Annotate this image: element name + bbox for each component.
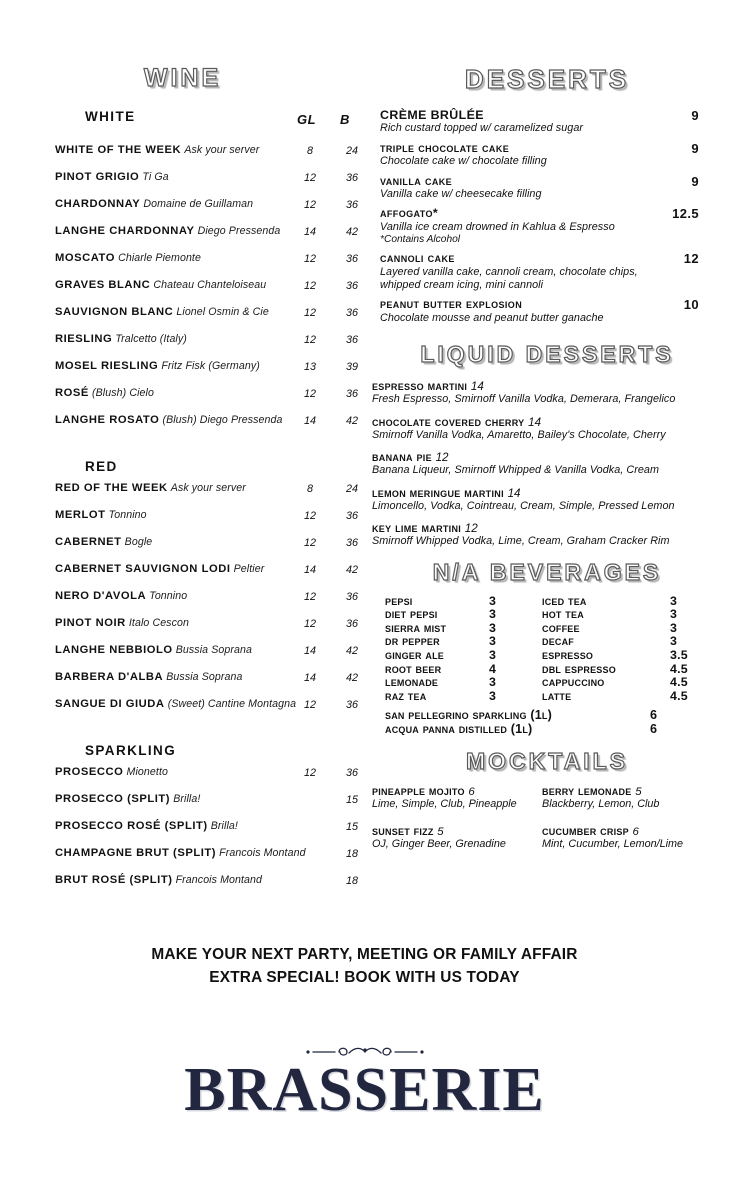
dessert-item bbox=[365, 251, 729, 292]
na-beverage-name: pepsi bbox=[385, 593, 413, 608]
wine-desc: Ask your server bbox=[170, 482, 246, 494]
na-beverages-left-column bbox=[385, 594, 525, 703]
wine-price-glass: 12 bbox=[303, 199, 316, 211]
na-beverage-price: 3 bbox=[489, 675, 497, 690]
wine-list-sparkling bbox=[0, 766, 365, 901]
wine-item bbox=[0, 387, 365, 414]
wine-name: MOSEL RIESLING bbox=[55, 360, 159, 372]
dessert-list bbox=[365, 108, 729, 325]
wine-price-glass: 13 bbox=[303, 361, 316, 373]
liquid-desserts-heading: LIQUID DESSERTS bbox=[420, 341, 674, 368]
wine-desc: Tralcetto (Italy) bbox=[115, 333, 187, 345]
wine-price-bottle: 42 bbox=[345, 645, 358, 657]
wine-price-bottle: 36 bbox=[345, 510, 358, 522]
wine-item bbox=[0, 766, 365, 793]
wine-price-glass: 12 bbox=[303, 388, 316, 400]
wine-price-bottle: 24 bbox=[345, 145, 358, 157]
na-beverage-price: 3 bbox=[489, 620, 497, 635]
wine-price-glass: 12 bbox=[303, 253, 316, 265]
na-beverage-name: coffee bbox=[542, 620, 580, 635]
liquid-dessert-item bbox=[365, 450, 729, 477]
na-beverage-item bbox=[542, 634, 702, 648]
wine-item bbox=[0, 671, 365, 698]
wine-item bbox=[0, 820, 365, 847]
mocktail-name: pineapple mojito 6 bbox=[372, 784, 475, 799]
wine-price-bottle: 36 bbox=[345, 618, 358, 630]
wine-price-glass: 14 bbox=[303, 415, 316, 427]
wine-price-bottle: 36 bbox=[345, 591, 358, 603]
liquid-dessert-name: lemon meringue martini 14 bbox=[372, 485, 521, 500]
na-beverage-price: 3 bbox=[489, 607, 497, 622]
na-beverage-item bbox=[542, 675, 702, 689]
wine-name: BARBERA D'ALBA bbox=[55, 671, 164, 683]
wine-price-bottle: 42 bbox=[345, 415, 358, 427]
dessert-price: 12.5 bbox=[672, 206, 699, 222]
wine-item bbox=[0, 793, 365, 820]
wine-desc: (Blush) Cielo bbox=[92, 387, 154, 399]
desserts-section-heading: DESSERTS bbox=[464, 64, 630, 94]
wine-price-bottle: 15 bbox=[345, 794, 358, 806]
dessert-name: peanut butter explosion bbox=[380, 297, 523, 312]
wine-price-glass: 12 bbox=[303, 591, 316, 603]
na-beverage-price: 3 bbox=[489, 648, 497, 663]
liquid-dessert-item bbox=[365, 379, 729, 406]
liquid-dessert-item bbox=[365, 521, 729, 548]
wine-price-bottle: 36 bbox=[345, 537, 358, 549]
na-beverage-name: raz tea bbox=[385, 688, 427, 703]
wine-name: NERO D'AVOLA bbox=[55, 590, 147, 602]
wine-list-white bbox=[0, 144, 365, 441]
liquid-dessert-desc: Fresh Espresso, Smirnoff Vanilla Vodka, Demerara, Frangelico bbox=[372, 393, 676, 406]
dessert-desc: Vanilla cake w/ cheesecake filling bbox=[380, 187, 542, 200]
na-beverage-name: lemonade bbox=[385, 675, 439, 690]
na-beverage-price: 3.5 bbox=[670, 648, 688, 663]
wine-desc: Ti Ga bbox=[142, 171, 169, 183]
na-beverage-name: acqua panna distilled (1l) bbox=[385, 722, 533, 737]
dessert-desc: Rich custard topped w/ caramelized sugar bbox=[380, 122, 584, 135]
mocktail-name: sunset fizz 5 bbox=[372, 823, 444, 838]
wine-desc: Francois Montand bbox=[175, 874, 263, 886]
wine-desc: (Sweet) Cantine Montagna bbox=[167, 698, 297, 710]
wine-name: PROSECCO (SPLIT) bbox=[55, 793, 171, 805]
wine-price-glass: 14 bbox=[303, 564, 316, 576]
na-beverage-name: latte bbox=[542, 688, 572, 703]
wine-name: CHAMPAGNE BRUT (SPLIT) bbox=[55, 847, 217, 859]
mocktail-item bbox=[542, 784, 712, 811]
wine-item bbox=[0, 171, 365, 198]
na-beverage-item bbox=[385, 607, 525, 621]
dessert-name: affogato* bbox=[380, 206, 439, 221]
wine-desc: Brilla! bbox=[210, 820, 238, 832]
wine-glass-header: GL bbox=[297, 112, 317, 127]
na-beverage-item bbox=[385, 621, 525, 635]
dessert-item bbox=[365, 297, 729, 325]
dessert-desc: Chocolate cake w/ chocolate filling bbox=[380, 155, 547, 168]
mocktail-price: 5 bbox=[437, 825, 444, 838]
dessert-desc: Vanilla ice cream drowned in Kahlua & Espresso bbox=[380, 220, 615, 233]
wine-name: RED OF THE WEEK bbox=[55, 482, 168, 494]
na-beverage-price: 3 bbox=[489, 593, 497, 608]
liquid-dessert-name: chocolate covered cherry 14 bbox=[372, 414, 542, 429]
wine-item bbox=[0, 698, 365, 725]
wine-price-glass: 12 bbox=[303, 334, 316, 346]
wine-list-red bbox=[0, 482, 365, 725]
na-beverage-item bbox=[542, 662, 702, 676]
wine-desc: Bogle bbox=[124, 536, 153, 548]
wine-price-glass: 12 bbox=[303, 618, 316, 630]
wine-item bbox=[0, 617, 365, 644]
wine-price-bottle: 36 bbox=[345, 767, 358, 779]
dessert-desc: Chocolate mousse and peanut butter ganache bbox=[380, 311, 604, 324]
wine-price-glass: 12 bbox=[303, 307, 316, 319]
wine-name: LANGHE CHARDONNAY bbox=[55, 225, 195, 237]
liquid-dessert-price: 14 bbox=[528, 415, 542, 429]
na-beverage-price: 3 bbox=[489, 688, 497, 703]
dessert-name: vanilla cake bbox=[380, 173, 453, 188]
na-beverage-item bbox=[542, 689, 702, 703]
wine-desc: (Blush) Diego Pressenda bbox=[162, 414, 283, 426]
mocktail-price: 5 bbox=[635, 786, 642, 799]
wine-price-glass: 12 bbox=[303, 767, 316, 779]
dessert-price: 9 bbox=[691, 108, 699, 123]
wine-name: CABERNET SAUVIGNON LODI bbox=[55, 563, 231, 575]
na-beverage-item bbox=[385, 689, 525, 703]
wine-item bbox=[0, 279, 365, 306]
wine-item bbox=[0, 874, 365, 901]
na-beverages-right-column bbox=[542, 594, 702, 703]
dessert-price: 10 bbox=[683, 297, 699, 313]
na-beverage-name: espresso bbox=[542, 648, 594, 663]
mocktail-name: berry lemonade 5 bbox=[542, 784, 642, 799]
liquid-dessert-desc: Limoncello, Vodka, Cointreau, Cream, Simple, Pressed Lemon bbox=[372, 499, 675, 512]
wine-subsection-sparkling: SPARKLING bbox=[85, 743, 177, 758]
desserts-column bbox=[365, 0, 729, 863]
liquid-dessert-price: 12 bbox=[464, 522, 478, 536]
wine-price-bottle: 39 bbox=[345, 361, 358, 373]
na-beverage-price: 3 bbox=[670, 620, 678, 635]
na-beverage-name: iced tea bbox=[542, 593, 587, 608]
na-beverage-item-wide bbox=[385, 708, 729, 722]
wine-item bbox=[0, 333, 365, 360]
wine-item bbox=[0, 563, 365, 590]
wine-price-bottle: 15 bbox=[345, 821, 358, 833]
na-beverage-price: 3 bbox=[670, 593, 678, 608]
na-beverage-price: 4.5 bbox=[670, 688, 688, 703]
wine-desc: Brilla! bbox=[173, 793, 201, 805]
wine-name: CABERNET bbox=[55, 536, 122, 548]
na-beverage-price: 6 bbox=[650, 722, 658, 737]
wine-item bbox=[0, 644, 365, 671]
wine-price-bottle: 36 bbox=[345, 388, 358, 400]
na-beverage-item bbox=[385, 662, 525, 676]
wine-price-bottle: 18 bbox=[345, 848, 358, 860]
liquid-dessert-item bbox=[365, 415, 729, 442]
wine-desc: Ask your server bbox=[184, 144, 260, 156]
wine-item bbox=[0, 198, 365, 225]
na-beverage-price: 3 bbox=[489, 634, 497, 649]
dessert-note: *Contains Alcohol bbox=[380, 234, 461, 245]
liquid-dessert-name: key lime martini 12 bbox=[372, 521, 478, 536]
na-beverages-heading: N/A BEVERAGES bbox=[432, 558, 662, 585]
wine-price-bottle: 42 bbox=[345, 226, 358, 238]
wine-name: PROSECCO ROSÉ (SPLIT) bbox=[55, 820, 208, 832]
na-beverage-name: hot tea bbox=[542, 607, 584, 622]
liquid-dessert-list bbox=[365, 379, 729, 548]
wine-desc: Francois Montand bbox=[219, 847, 306, 859]
mocktail-item bbox=[372, 824, 542, 851]
dessert-item bbox=[365, 174, 729, 202]
na-beverage-name: dr pepper bbox=[385, 634, 440, 649]
wine-price-bottle: 36 bbox=[345, 280, 358, 292]
dessert-item bbox=[365, 108, 729, 136]
footer-message-line2: EXTRA SPECIAL! BOOK WITH US TODAY bbox=[209, 969, 520, 987]
wine-price-glass: 12 bbox=[303, 537, 316, 549]
na-beverage-item bbox=[385, 648, 525, 662]
wine-price-bottle: 36 bbox=[345, 199, 358, 211]
wine-name: MERLOT bbox=[55, 509, 106, 521]
wine-item bbox=[0, 509, 365, 536]
na-beverage-item bbox=[542, 607, 702, 621]
na-beverage-name: sierra mist bbox=[385, 620, 447, 635]
wine-name: PINOT NOIR bbox=[55, 617, 126, 629]
na-beverage-name: decaf bbox=[542, 634, 574, 649]
wine-name: LANGHE ROSATO bbox=[55, 414, 160, 426]
mocktail-desc: Blackberry, Lemon, Club bbox=[542, 798, 660, 811]
na-beverage-price: 3 bbox=[670, 607, 678, 622]
wine-item bbox=[0, 306, 365, 333]
na-beverage-item bbox=[542, 621, 702, 635]
na-beverage-item bbox=[542, 594, 702, 608]
wine-desc: Peltier bbox=[233, 563, 265, 575]
liquid-dessert-price: 14 bbox=[470, 380, 484, 394]
brasserie-logo bbox=[0, 1012, 729, 1124]
wine-item bbox=[0, 847, 365, 874]
wine-name: PINOT GRIGIO bbox=[55, 171, 140, 183]
na-beverage-item-wide bbox=[385, 722, 729, 736]
wine-name: GRAVES BLANC bbox=[55, 279, 151, 291]
wine-desc: Chateau Chanteloiseau bbox=[153, 279, 267, 291]
wine-item bbox=[0, 536, 365, 563]
na-beverage-name: root beer bbox=[385, 661, 442, 676]
na-beverage-name: ginger ale bbox=[385, 648, 445, 663]
wine-price-glass: 8 bbox=[306, 483, 313, 495]
mocktail-item bbox=[542, 824, 712, 851]
na-beverage-price: 6 bbox=[650, 708, 658, 723]
dessert-price: 12 bbox=[683, 251, 699, 267]
wine-subsection-red: RED bbox=[85, 459, 118, 474]
mocktail-item bbox=[372, 784, 542, 811]
na-beverage-item bbox=[385, 634, 525, 648]
na-beverage-name: dbl espresso bbox=[542, 661, 616, 676]
na-beverage-item bbox=[385, 675, 525, 689]
wine-item bbox=[0, 225, 365, 252]
wine-name: BRUT ROSÉ (SPLIT) bbox=[55, 874, 173, 886]
na-beverage-item bbox=[542, 648, 702, 662]
wine-name: MOSCATO bbox=[55, 252, 115, 264]
dessert-item bbox=[365, 141, 729, 169]
wine-column bbox=[0, 0, 365, 901]
na-beverage-item bbox=[385, 594, 525, 608]
liquid-dessert-item bbox=[365, 486, 729, 513]
wine-desc: Chiarle Piemonte bbox=[118, 252, 201, 264]
mocktail-desc: Mint, Cucumber, Lemon/Lime bbox=[542, 837, 684, 850]
wine-desc: Mionetto bbox=[126, 766, 168, 778]
wine-desc: Italo Cescon bbox=[128, 617, 189, 629]
liquid-dessert-desc: Smirnoff Vanilla Vodka, Amaretto, Bailey's Chocolate, Cherry bbox=[372, 428, 666, 441]
wine-desc: Fritz Fisk (Germany) bbox=[161, 360, 260, 372]
wine-price-bottle: 36 bbox=[345, 307, 358, 319]
wine-price-bottle: 42 bbox=[345, 672, 358, 684]
wine-item bbox=[0, 482, 365, 509]
mocktail-desc: OJ, Ginger Beer, Grenadine bbox=[372, 837, 506, 850]
mocktails-grid bbox=[365, 784, 729, 863]
wine-name: ROSÉ bbox=[55, 387, 89, 399]
wine-desc: Tonnino bbox=[149, 590, 188, 602]
logo-arch-text bbox=[265, 1012, 465, 1048]
wine-price-glass: 14 bbox=[303, 645, 316, 657]
wine-desc: Lionel Osmin & Cie bbox=[176, 306, 269, 318]
logo-main-text: BRASSERIE bbox=[184, 1056, 545, 1124]
liquid-dessert-desc: Banana Liqueur, Smirnoff Whipped & Vanilla Vodka, Cream bbox=[372, 464, 660, 477]
mocktails-heading: MOCKTAILS bbox=[465, 748, 628, 775]
wine-name: PROSECCO bbox=[55, 766, 124, 778]
dessert-price: 9 bbox=[691, 140, 699, 156]
dessert-name: CRÈME BRÛLÉE bbox=[380, 108, 484, 122]
footer-message bbox=[0, 943, 729, 989]
na-beverage-name: diet pepsi bbox=[385, 607, 438, 622]
wine-item bbox=[0, 414, 365, 441]
na-beverage-price: 3 bbox=[670, 634, 678, 649]
wine-price-glass: 8 bbox=[306, 145, 313, 157]
liquid-dessert-price: 12 bbox=[435, 451, 449, 465]
dessert-price: 9 bbox=[691, 173, 699, 189]
dessert-item bbox=[365, 206, 729, 246]
mocktail-name: cucumber crisp 6 bbox=[542, 823, 639, 838]
wine-price-glass: 14 bbox=[303, 672, 316, 684]
liquid-dessert-name: banana pie 12 bbox=[372, 450, 449, 465]
wine-name: WHITE OF THE WEEK bbox=[55, 144, 182, 156]
wine-price-bottle: 36 bbox=[345, 334, 358, 346]
wine-desc: Bussia Soprana bbox=[175, 644, 252, 656]
wine-item bbox=[0, 590, 365, 617]
wine-name: SAUVIGNON BLANC bbox=[55, 306, 174, 318]
liquid-dessert-desc: Smirnoff Whipped Vodka, Lime, Cream, Graham Cracker Rim bbox=[372, 535, 670, 548]
wine-price-glass: 12 bbox=[303, 510, 316, 522]
wine-desc: Diego Pressenda bbox=[197, 225, 281, 237]
wine-name: SANGUE DI GIUDA bbox=[55, 698, 165, 710]
wine-section-heading: WINE bbox=[143, 64, 222, 92]
liquid-dessert-name: espresso martini 14 bbox=[372, 379, 484, 394]
wine-price-bottle: 18 bbox=[345, 875, 358, 887]
na-beverages-grid bbox=[365, 594, 729, 737]
wine-price-glass: 12 bbox=[303, 172, 316, 184]
mocktail-price: 6 bbox=[468, 786, 475, 799]
dessert-name: cannoli cake bbox=[380, 251, 455, 266]
mocktail-desc: Lime, Simple, Club, Pineapple bbox=[372, 798, 517, 811]
wine-price-glass: 12 bbox=[303, 280, 316, 292]
liquid-dessert-price: 14 bbox=[507, 486, 521, 500]
wine-desc: Bussia Soprana bbox=[166, 671, 243, 683]
na-beverage-price: 4.5 bbox=[670, 661, 688, 676]
wine-bottle-header: B bbox=[340, 112, 350, 127]
wine-subsection-white: WHITE bbox=[85, 109, 136, 124]
footer-message-line1: MAKE YOUR NEXT PARTY, MEETING OR FAMILY AFFAIR bbox=[151, 946, 578, 963]
na-beverage-name: cappuccino bbox=[542, 675, 605, 690]
wine-column-headers bbox=[0, 112, 365, 128]
wine-item bbox=[0, 144, 365, 171]
wine-name: LANGHE NEBBIOLO bbox=[55, 644, 173, 656]
na-beverage-name: san pellegrino sparkling (1l) bbox=[385, 708, 553, 723]
wine-price-bottle: 36 bbox=[345, 172, 358, 184]
wine-item bbox=[0, 252, 365, 279]
wine-price-glass: 14 bbox=[303, 226, 316, 238]
wine-price-bottle: 36 bbox=[345, 253, 358, 265]
na-beverage-price: 4.5 bbox=[670, 675, 688, 690]
wine-desc: Domaine de Guillaman bbox=[143, 198, 254, 210]
wine-price-bottle: 24 bbox=[345, 483, 358, 495]
na-beverage-price: 4 bbox=[489, 661, 497, 676]
wine-price-glass: 12 bbox=[303, 699, 316, 711]
wine-name: RIESLING bbox=[55, 333, 113, 345]
wine-name: CHARDONNAY bbox=[55, 198, 141, 210]
wine-item bbox=[0, 360, 365, 387]
wine-desc: Tonnino bbox=[108, 509, 147, 521]
dessert-name: triple chocolate cake bbox=[380, 140, 510, 155]
dessert-desc: Layered vanilla cake, cannoli cream, chocolate chips, whipped cream icing, mini cannoli bbox=[380, 265, 638, 291]
mocktail-price: 6 bbox=[632, 825, 639, 838]
wine-price-bottle: 36 bbox=[345, 699, 358, 711]
wine-price-bottle: 42 bbox=[345, 564, 358, 576]
